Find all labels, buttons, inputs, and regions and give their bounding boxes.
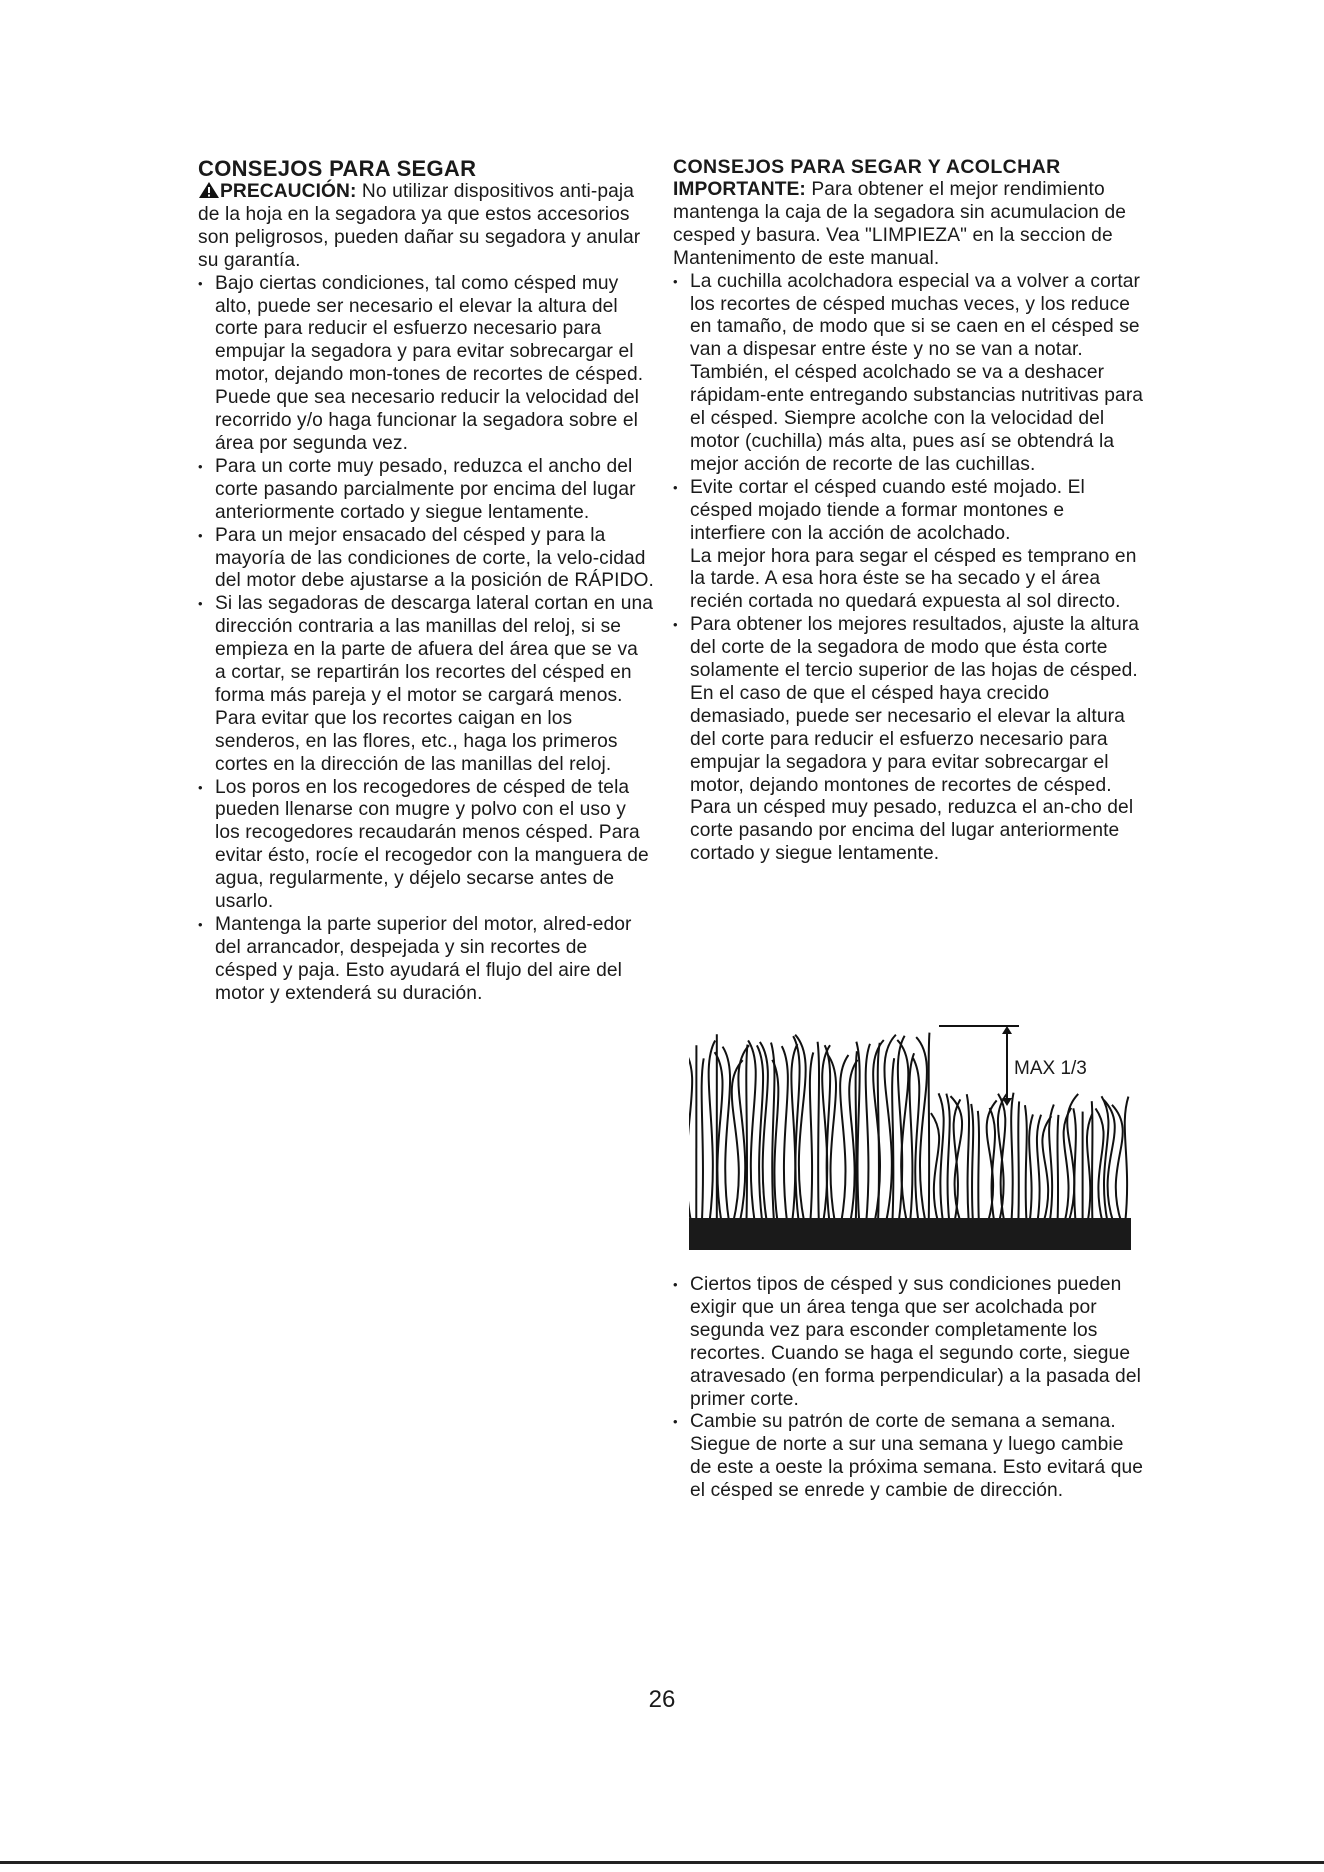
grass-blade (1018, 1101, 1019, 1222)
page-number: 26 (648, 1686, 676, 1713)
left-bullet-list (198, 273, 654, 1006)
right-column (673, 156, 1145, 866)
caution-label: PRECAUCIÓN: (220, 181, 357, 202)
max-one-third-label: MAX 1/3 (1014, 1058, 1087, 1079)
list-item (673, 477, 1145, 546)
list-item: • Para un mejor ensacado del césped y para la mayoría de las condiciones de corte, la velo-cidad del motor debe ajustarse a la posición de RÁPIDO. (198, 525, 654, 594)
list-item: • La cuchilla acolchadora especial va a volver a cortar los recortes de césped muchas veces, y los reduce en tamaño, de modo que si se caen en el césped se van a dispesar entre éste y no se van a notar. También, el césped acolchado se va a deshacer rápidam-ente entregando substancias nutritivas para el césped. Siempre acolche con la velocidad del motor (cuchilla) más alta, pues así se obtendrá la mejor acción de recorte de las cuchillas. (673, 271, 1145, 477)
warning-triangle-icon (198, 181, 220, 199)
grass-cut-illustration (689, 1022, 1131, 1250)
grass-blade (1057, 1115, 1058, 1222)
important-label: IMPORTANTE: (673, 179, 806, 200)
important-paragraph (673, 179, 1145, 271)
caution-text: No utilizar dispositivos anti-paja de la hoja en la segadora ya que estos accesorios son peligrosos, pueden dañar su segadora y anular su garantía. (198, 181, 641, 271)
mowing-tips-heading: CONSEJOS PARA SEGAR (198, 156, 477, 181)
wet-grass-text: Evite cortar el césped cuando esté mojado. El césped mojado tiende a formar montones e interfiere con la acción de acolchado. (690, 476, 1085, 544)
left-column (198, 156, 654, 1006)
important-text: Para obtener el mejor rendimiento mantenga la caja de la segadora sin acumulacion de cesped y basura. Vea "LIMPIEZA" en la seccion de Mantenimento de este manual. (673, 179, 1127, 269)
heavy-grass-paragraph: Para un césped muy pesado, reduzca el an-cho del corte pasando por encima del lugar anteriormente cortado y siegue lentamente. (690, 797, 1134, 865)
list-item: • Mantenga la parte superior del motor, alred-edor del arrancador, despejada y sin recortes de césped y paja. Esto ayudará el flujo del aire del motor y extenderá su duración. (198, 914, 654, 1006)
grass-blade (978, 1111, 979, 1222)
best-time-paragraph: La mejor hora para segar el césped es temprano en la tarde. A esa hora éste se ha secado y el área recién cortada no quedará expuesta al sol directo. (690, 545, 1137, 613)
list-item: • Si las segadoras de descarga lateral cortan en una dirección contraria a las manillas del reloj, si se empieza en la parte de afuera del área que se va a cortar, se repartirán los recortes del césped en forma más pareja y el motor se cargará menos. Para evitar que los recortes caigan en los senderos, en las flores, etc., haga los primeros cortes en la dirección de las manillas del reloj. (198, 593, 654, 776)
bottom-rule (0, 1861, 1324, 1864)
list-item: • Los poros en los recogedores de césped de tela pueden llenarse con mugre y polvo con el uso y los recogedores recaudarán menos césped. Para evitar ésto, rocíe el recogedor con la manguera de agua, regularmente, y déjelo secarse antes de usarlo. (198, 777, 654, 914)
right-column-lower (673, 1274, 1145, 1503)
grass-illustration-graphic (689, 1022, 1131, 1250)
grass-blade (856, 1051, 857, 1222)
right-lower-bullet-list (673, 1274, 1145, 1503)
list-item: • Ciertos tipos de césped y sus condiciones pueden exigir que un área tenga que ser acolchada por segunda vez para esconder completamente los recortes. Cuando se haga el segundo corte, siegue atravesado (en forma perpendicular) a la pasada del primer corte. (673, 1274, 1145, 1411)
list-item: • Para obtener los mejores resultados, ajuste la altura del corte de la segadora de modo que ésta corte solamente el tercio superior de las hojas de césped. En el caso de que el césped haya crecido demasiado, puede ser necesario el elevar la altura del corte para reducir el esfuerzo necesario para empujar la segadora y para evitar sobrecargar el motor, dejando montones de recortes de césped. (673, 614, 1145, 797)
grass-blade (746, 1045, 747, 1222)
grass-blade (929, 1033, 930, 1222)
list-item: • Cambie su patrón de corte de semana a semana. Siegue de norte a sur una semana y luego cambie de este a oeste la próxima semana. Esto evitará que el césped se enrede y cambie de dirección. (673, 1411, 1145, 1503)
list-item: • Bajo ciertas condiciones, tal como césped muy alto, puede ser necesario el elevar la altura del corte para reducir el esfuerzo necesario para empujar la segadora y para evitar sobrecargar el motor, dejando mon-tones de recortes de césped. Puede que sea necesario reducir la velocidad del recorrido y/o haga funcionar la segadora sobre el área por segunda vez. (198, 273, 654, 456)
right-bullet-list (673, 271, 1145, 546)
mulching-tips-heading: CONSEJOS PARA SEGAR Y ACOLCHAR (673, 156, 1061, 178)
grass-blade (1092, 1101, 1093, 1222)
right-bullet-list-2 (673, 614, 1145, 797)
list-item: • Para un corte muy pesado, reduzca el ancho del corte pasando parcialmente por encima del lugar anteriormente cortado y siegue lentamente. (198, 456, 654, 525)
caution-paragraph (198, 181, 654, 273)
